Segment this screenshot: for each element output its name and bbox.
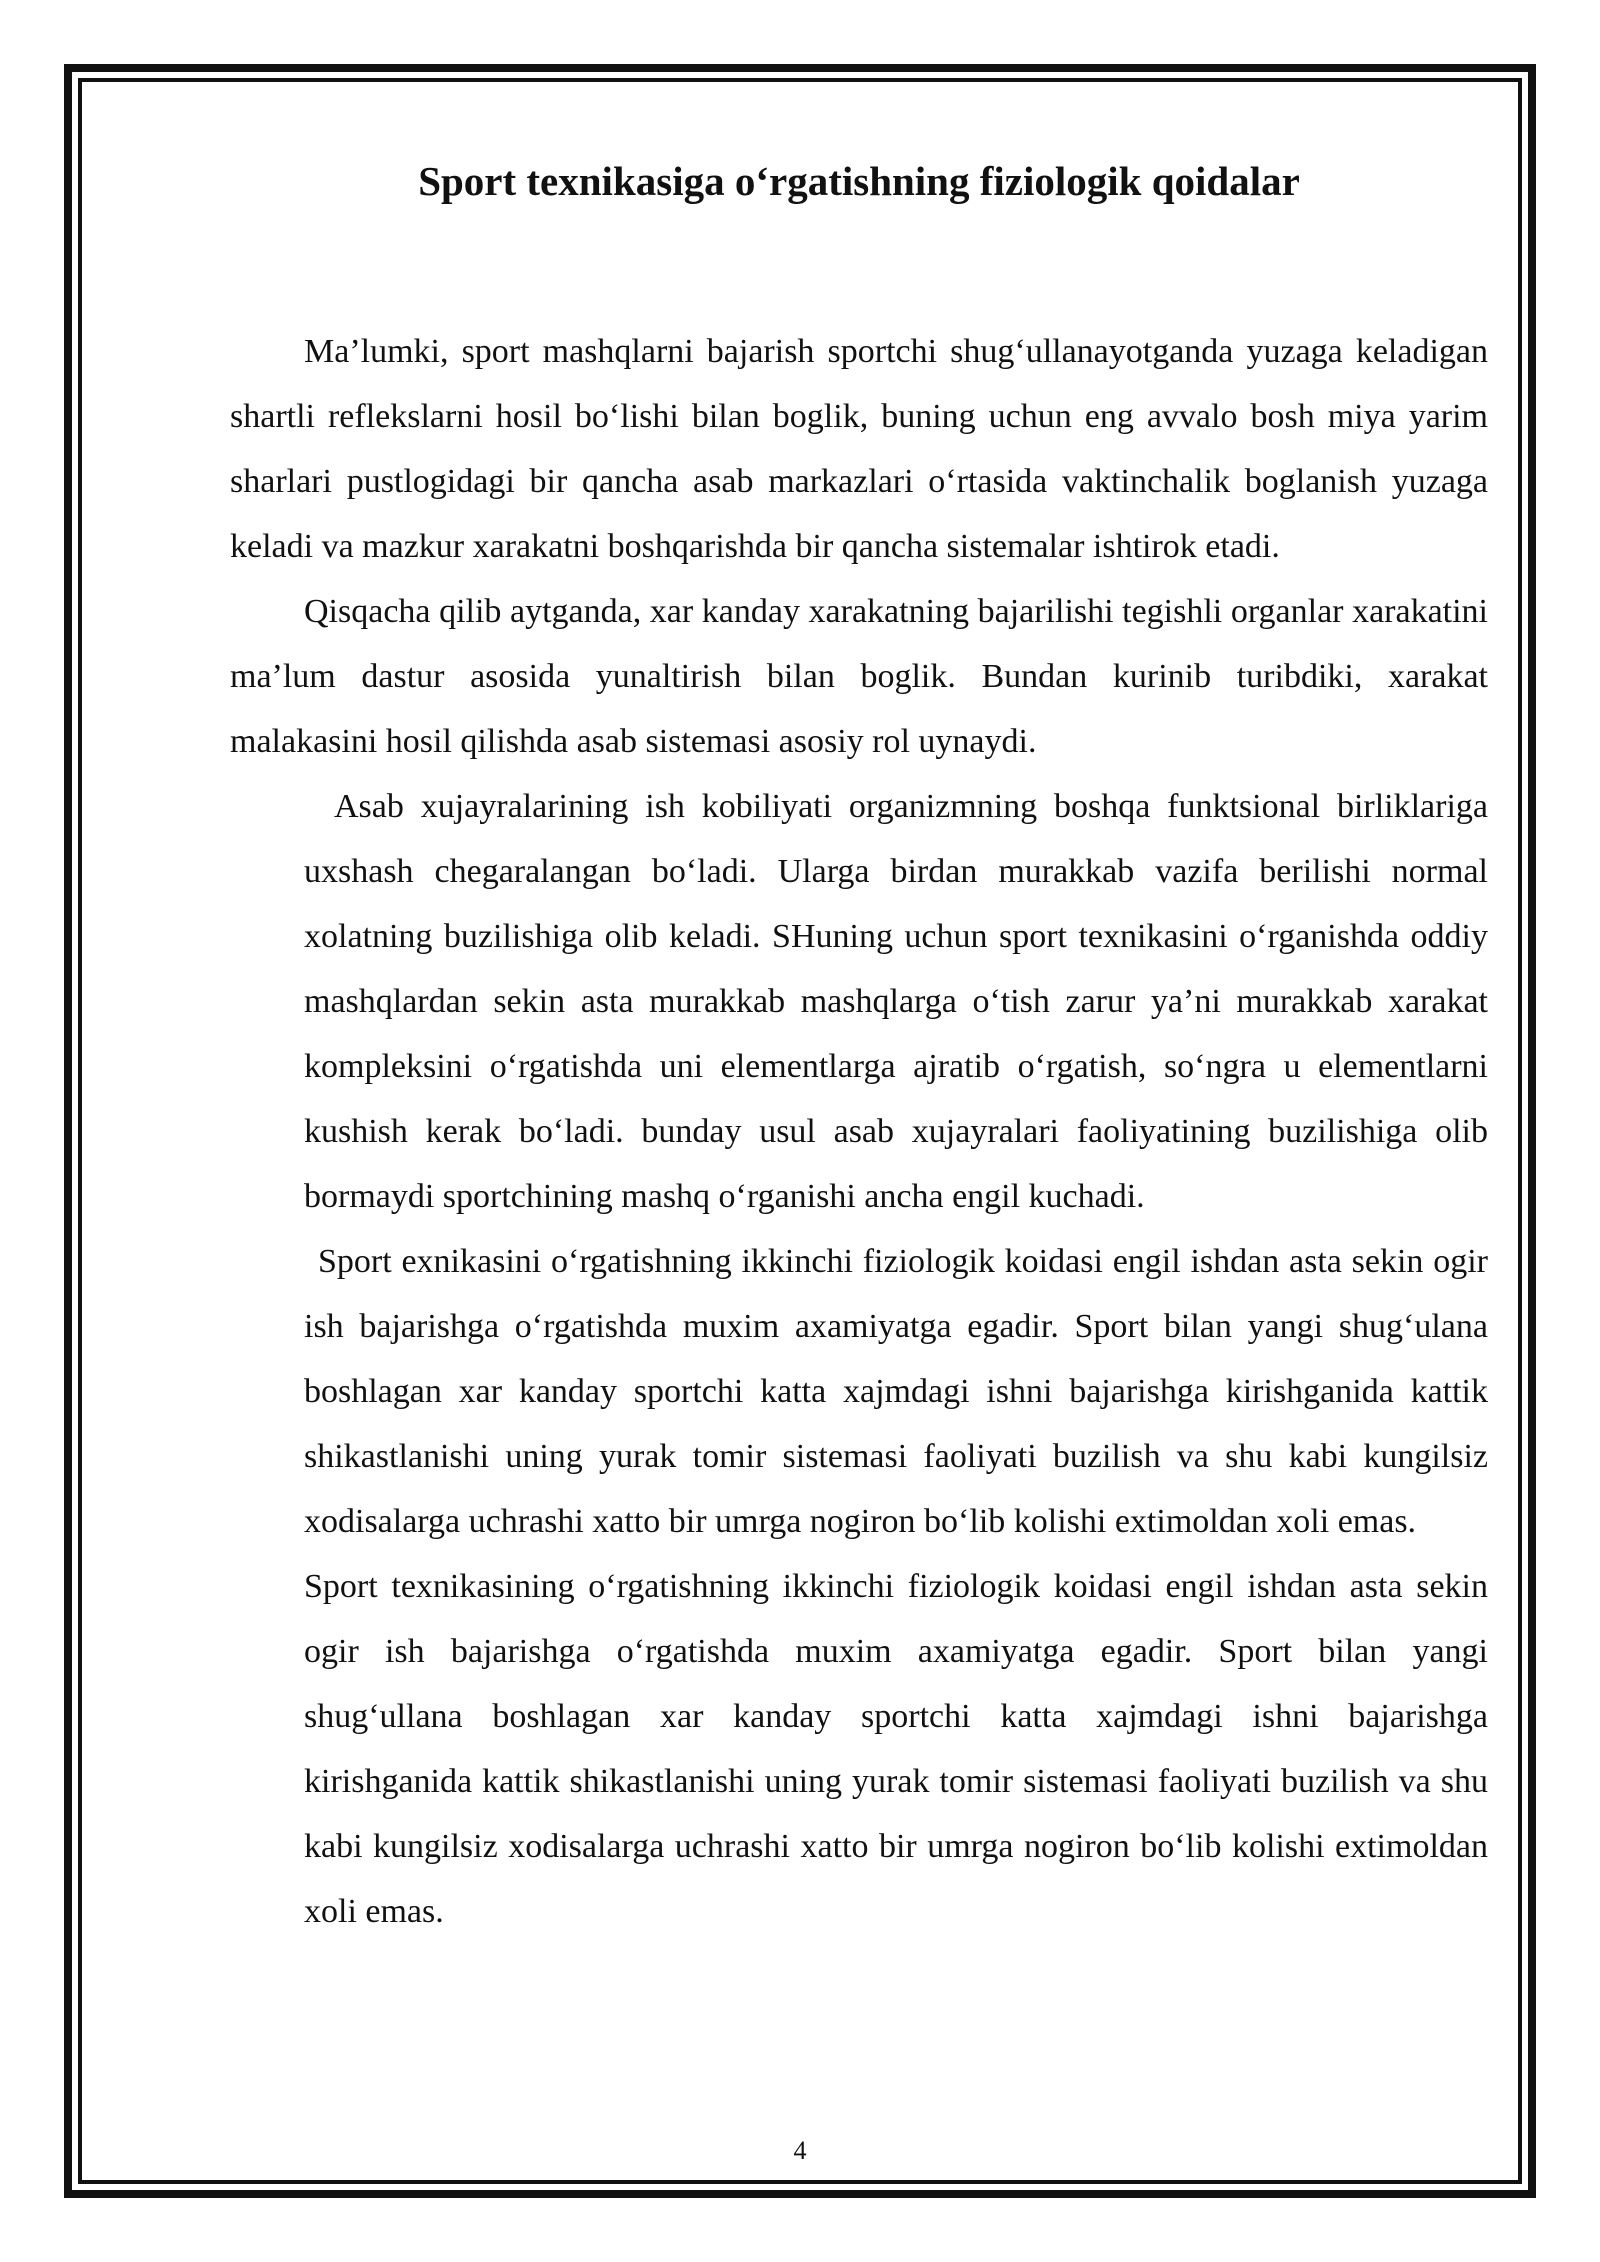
document-body	[230, 140, 1488, 1944]
paragraph-5: Sport texnikasining o‘rgatishning ikkinchi fiziologik koidasi engil ishdan asta sekin ogir ish bajarishga o‘rgatishda muxim axamiyatga egadir. Sport bilan yangi shug‘ullana boshlagan xar kanday sportchi katta xajmdagi ishni bajarishga kirishganida kattik shikastlanishi uning yurak tomir sistemasi faoliyati buzilish va shu kabi kungilsiz xodisalarga uchrashi xatto bir umrga nogiron bo‘lib kolishi extimoldan xoli emas.	[304, 1568, 1488, 1930]
page-number: 4	[793, 2136, 807, 2165]
document-title: Sport texnikasiga o‘rgatishning fiziologik qoidalar	[418, 158, 1300, 204]
paragraph-2: Qisqacha qilib aytganda, xar kanday xarakatning bajarilishi tegishli organlar xarakatini ma’lum dastur asosida yunaltirish bilan boglik. Bundan kurinib turibdiki, xarakat malakasini hosil qilishda asab sistemasi asosiy rol uynaydi.	[230, 593, 1488, 760]
paragraph-4: Sport exnikasini o‘rgatishning ikkinchi fiziologik koidasi engil ishdan asta sekin ogir ish bajarishga o‘rgatishda muxim axamiyatga egadir. Sport bilan yangi shug‘ulana boshlagan xar kanday sportchi katta xajmdagi ishni bajarishga kirishganida kattik shikastlanishi uning yurak tomir sistemasi faoliyati buzilish va shu kabi kungilsiz xodisalarga uchrashi xatto bir umrga nogiron bo‘lib kolishi extimoldan xoli emas.	[304, 1243, 1488, 1540]
paragraph-3: Asab xujayralarining ish kobiliyati organizmning boshqa funktsional birliklariga uxshash chegaralangan bo‘ladi. Ularga birdan murakkab vazifa berilishi normal xolatning buzilishiga olib keladi. SHuning uchun sport texnikasini o‘rganishda oddiy mashqlardan sekin asta murakkab mashqlarga o‘tish zarur ya’ni murakkab xarakat kompleksini o‘rgatishda uni elementlarga ajratib o‘rgatish, so‘ngra u elementlarni kushish kerak bo‘ladi. bunday usul asab xujayralari faoliyatining buzilishiga olib bormaydi sportchining mashq o‘rganishi ancha engil kuchadi.	[304, 788, 1488, 1215]
paragraph-1: Ma’lumki, sport mashqlarni bajarish sportchi shug‘ullanayotganda yuzaga keladigan shartli reflekslarni hosil bo‘lishi bilan boglik, buning uchun eng avvalo bosh miya yarim sharlari pustlogidagi bir qancha asab markazlari o‘rtasida vaktinchalik boglanish yuzaga keladi va mazkur xarakatni boshqarishda bir qancha sistemalar ishtirok etadi.	[230, 333, 1488, 565]
